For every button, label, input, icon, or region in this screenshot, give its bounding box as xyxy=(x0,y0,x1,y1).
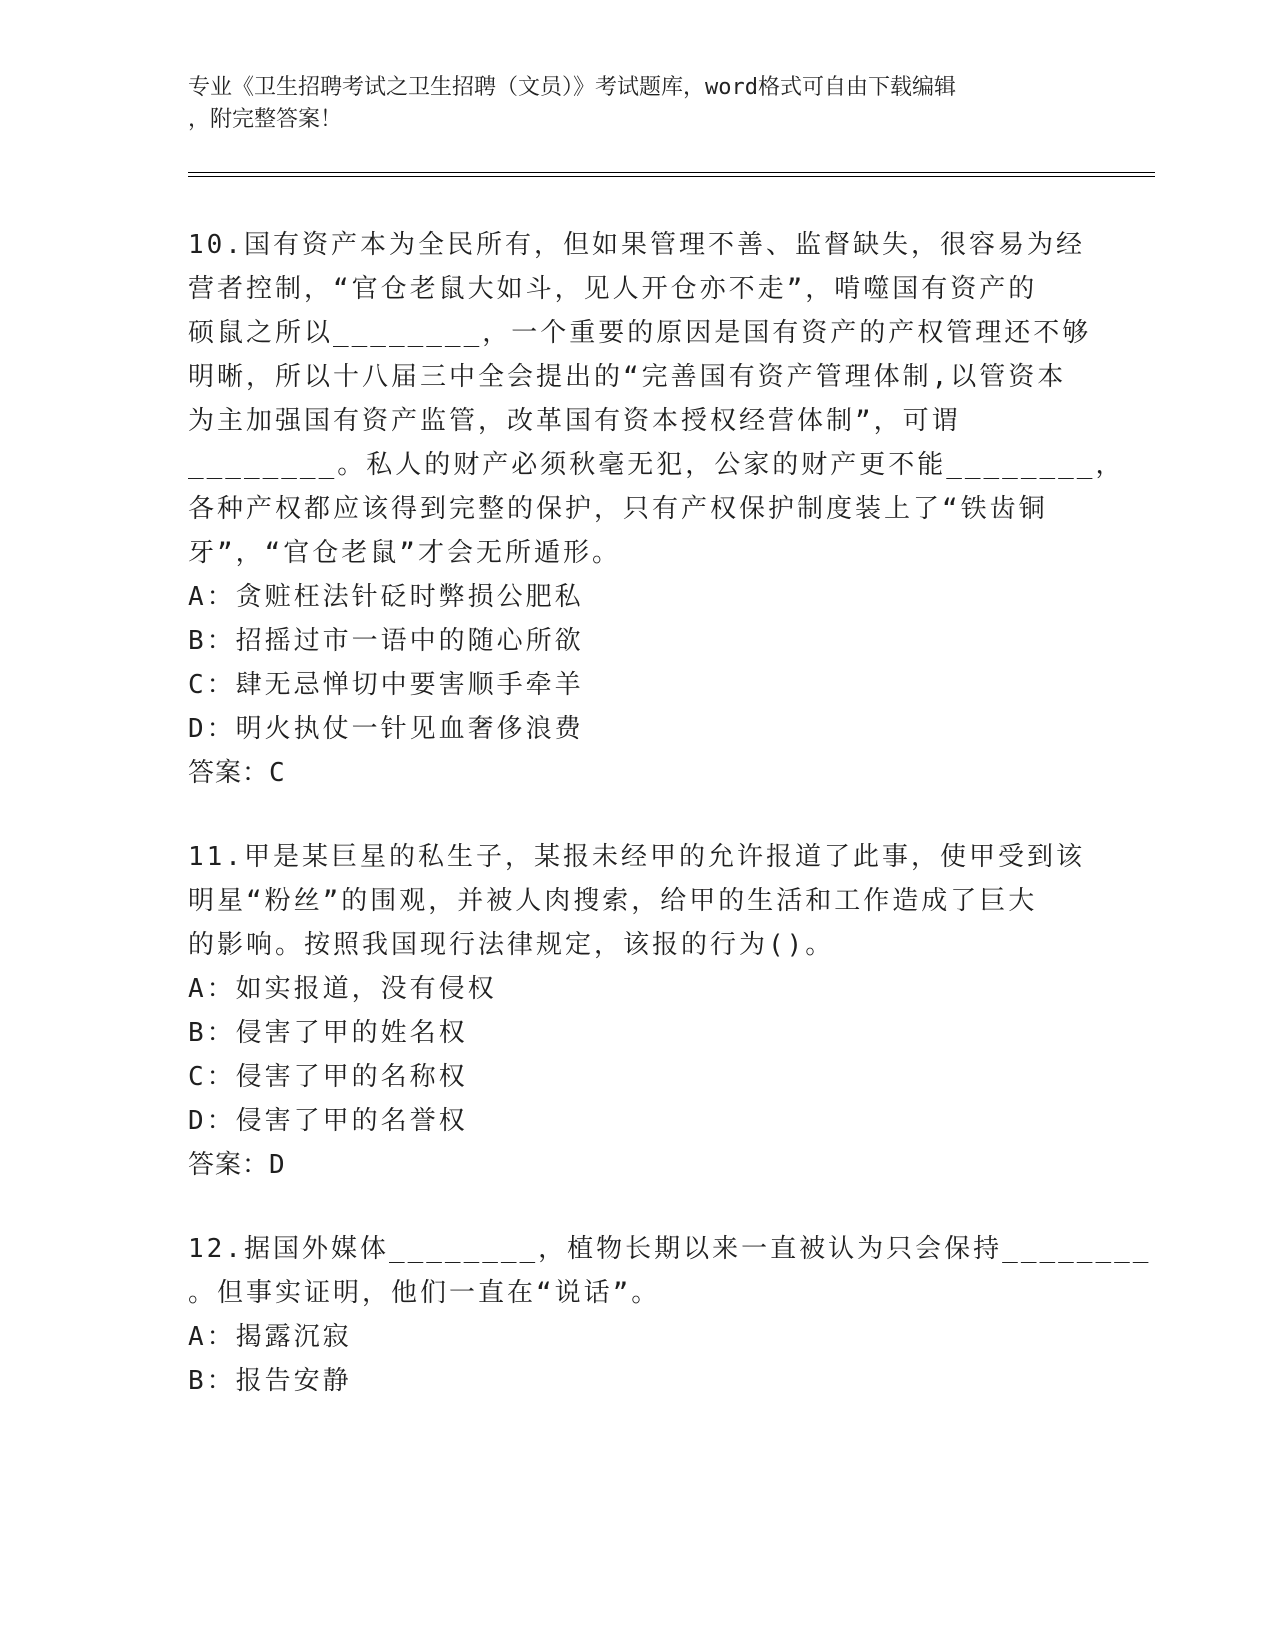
option-d: D：侵害了甲的名誉权 xyxy=(188,1106,468,1136)
question-text-line: 明晰，所以十八届三中全会提出的“完善国有资产管理体制,以管资本 xyxy=(188,362,1067,392)
option-d: D：明火执仗一针见血奢侈浪费 xyxy=(188,714,584,744)
option-b: B：招摇过市一语中的随心所欲 xyxy=(188,626,584,656)
question-text-line: 10.国有资产本为全民所有，但如果管理不善、监督缺失，很容易为经 xyxy=(188,230,1085,260)
option-c: C：肆无忌惮切中要害顺手牵羊 xyxy=(188,670,584,700)
question-text-line: 各种产权都应该得到完整的保护，只有产权保护制度装上了“铁齿铜 xyxy=(188,494,1048,524)
question-text-line: 营者控制，“官仓老鼠大如斗，见人开仓亦不走”，啃噬国有资产的 xyxy=(188,274,1038,304)
option-c: C：侵害了甲的名称权 xyxy=(188,1062,468,1092)
question-text-line: 12.据国外媒体________，植物长期以来一直被认为只会保持________ xyxy=(188,1234,1152,1264)
question-text-line: 硕鼠之所以________，一个重要的原因是国有资产的产权管理还不够 xyxy=(188,318,1092,348)
option-b: B：侵害了甲的姓名权 xyxy=(188,1018,468,1048)
header-line-1: 专业《卫生招聘考试之卫生招聘（文员）》考试题库，word格式可自由下载编辑 xyxy=(188,75,956,100)
header-rule-bottom xyxy=(188,176,1155,177)
header-rule-top xyxy=(188,172,1155,173)
question-text-line: 。但事实证明，他们一直在“说话”。 xyxy=(188,1278,661,1308)
option-a: A：揭露沉寂 xyxy=(188,1322,352,1352)
answer-label: 答案：D xyxy=(188,1150,286,1180)
question-text-line: ________。私人的财产必须秋毫无犯，公家的财产更不能________， xyxy=(188,450,1125,480)
question-text-line: 的影响。按照我国现行法律规定，该报的行为()。 xyxy=(188,930,835,960)
question-text-line: 明星“粉丝”的围观，并被人肉搜索，给甲的生活和工作造成了巨大 xyxy=(188,886,1038,916)
option-a: A：贪赃枉法针砭时弊损公肥私 xyxy=(188,582,584,612)
question-text-line: 11.甲是某巨星的私生子，某报未经甲的允许报道了此事，使甲受到该 xyxy=(188,842,1085,872)
option-b: B：报告安静 xyxy=(188,1366,352,1396)
question-text-line: 为主加强国有资产监管，改革国有资本授权经营体制”，可谓 xyxy=(188,406,961,436)
answer-label: 答案：C xyxy=(188,758,286,788)
question-text-line: 牙”，“官仓老鼠”才会无所遁形。 xyxy=(188,538,621,568)
option-a: A：如实报道，没有侵权 xyxy=(188,974,497,1004)
header-line-2: ，附完整答案！ xyxy=(188,107,343,132)
